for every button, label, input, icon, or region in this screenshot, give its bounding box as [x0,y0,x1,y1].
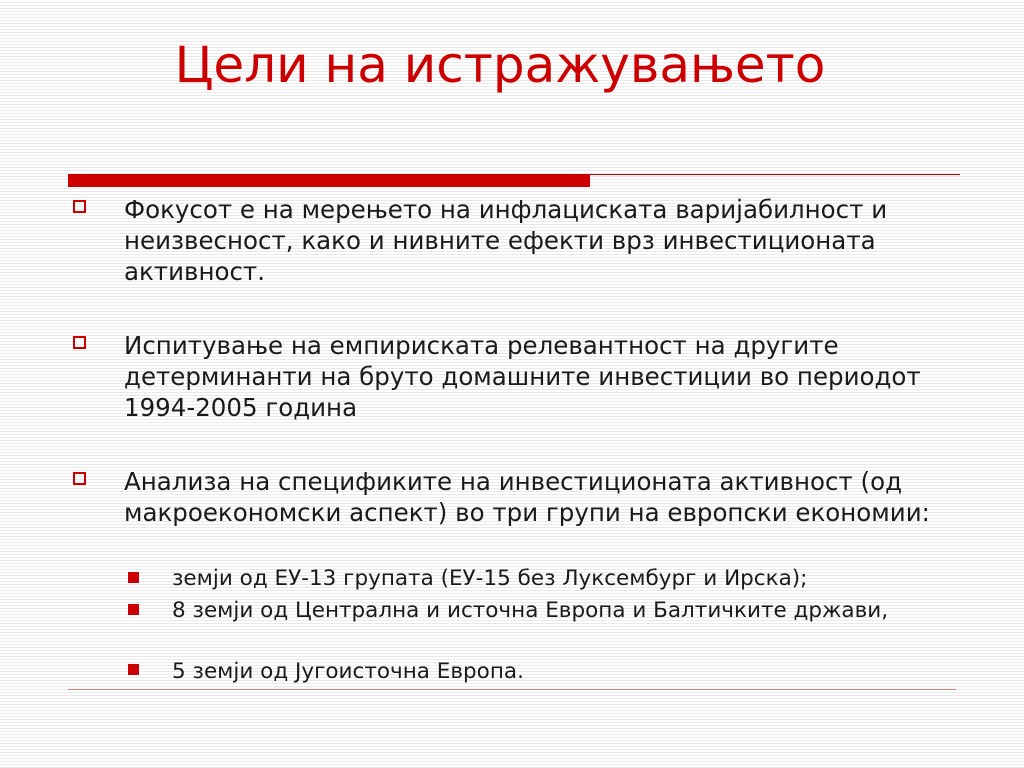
filled-square-icon [128,664,139,675]
sub-bullet-text: земји од ЕУ-13 групата (ЕУ-15 без Луксембург и Ирска); [172,566,808,591]
bullet-text: Испитување на емпириската релевантност на другите детерминанти на бруто домашните инвестиции во периодот 1994-2005 година [124,331,921,422]
filled-square-icon [128,572,139,583]
hollow-square-icon [73,336,86,349]
hollow-square-icon [73,472,86,485]
bullet-text: Анализа на спецификите на инвестиционата активност (од макроекономски аспект) во три групи на европски економии: [124,467,930,527]
filled-square-icon [128,604,139,615]
slide-title: Цели на истражувањето [174,36,826,94]
hollow-square-icon [73,200,86,213]
footer-divider [68,689,956,690]
bullet-text: Фокусот е на мерењето на инфлациската варијабилност и неизвесност, како и нивните ефекти врз инвестиционата активност. [124,195,888,286]
sub-bullet-text: 5 земји од Југоисточна Европа. [172,659,524,684]
sub-bullet-text: 8 земји од Централна и источна Европа и Балтичките држави, [172,598,889,623]
